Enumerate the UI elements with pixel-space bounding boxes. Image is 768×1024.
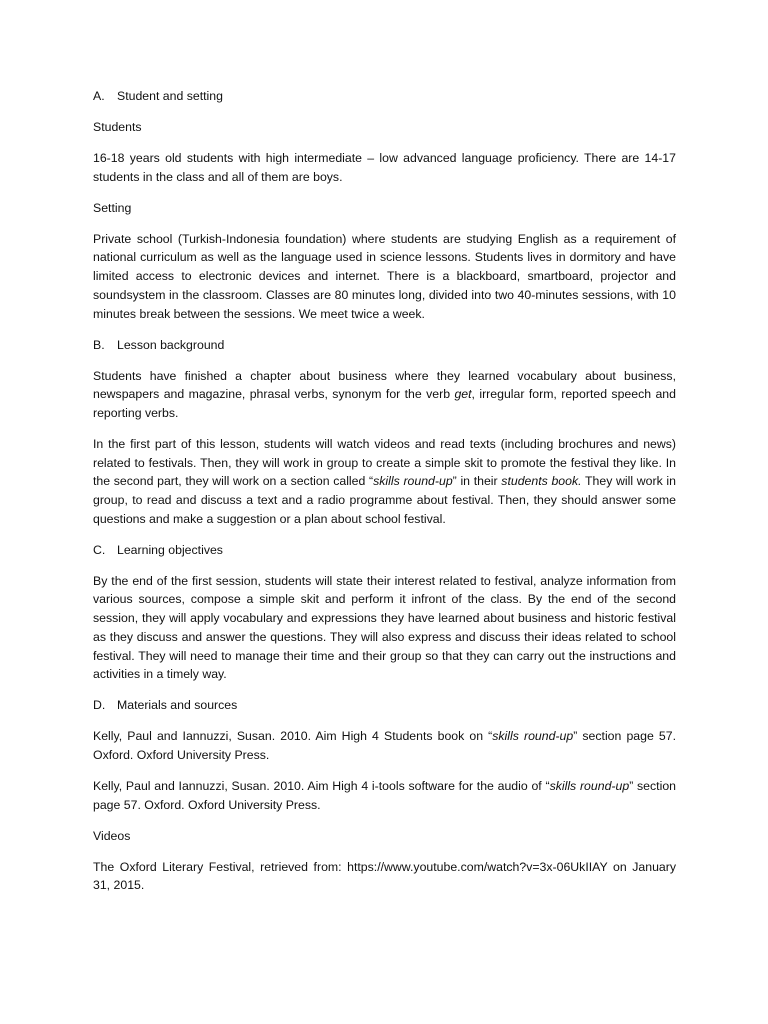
italic-text: students book. xyxy=(501,474,582,489)
reference-2 xyxy=(93,777,676,814)
document-body xyxy=(93,87,676,907)
italic-text: skills round-up xyxy=(373,474,453,489)
section-title: Learning objectives xyxy=(117,542,223,557)
background-paragraph-2 xyxy=(93,435,676,529)
videos-label: Videos xyxy=(93,828,131,843)
section-number: C. xyxy=(93,542,106,557)
text-run: They will work in group, to read and discuss a text and a radio programme about festival. Then, they should answer some questions and make a suggestion or a plan about school festival. xyxy=(93,474,676,526)
background-paragraph-1 xyxy=(93,367,676,423)
text-run: In the first part of this lesson, students will watch videos and read texts (including brochures and news) related to festivals. Then, they will work in group to create a simple skit to promote the festival they like. In the second part, they will work on a section called “ xyxy=(93,436,676,489)
italic-text: skills round-up xyxy=(492,729,574,744)
section-a-heading xyxy=(93,87,676,106)
students-paragraph: 16-18 years old students with high intermediate – low advanced language proficiency. There are 14-17 students in the class and all of them are boys. xyxy=(93,151,676,184)
section-title: Lesson background xyxy=(117,337,225,352)
text-run: Students have finished a chapter about business where they learned vocabulary about business, newspapers and magazine, phrasal verbs, synonym for the verb xyxy=(93,368,676,402)
section-number: B. xyxy=(93,337,105,352)
text-run: ” in their xyxy=(452,474,502,489)
objectives-paragraph: By the end of the first session, students will state their interest related to festival, analyze information from various sources, compose a simple skit and perform it infront of the class. By the end of the second session, they will apply vocabulary and expressions they have learned about business and historic festival as they discuss and answer the questions. They will also express and discuss their ideas related to school festival. They will need to manage their time and their group so that they can carry out the instructions and activities in a timely way. xyxy=(93,573,676,682)
students-label: Students xyxy=(93,120,142,134)
section-title: Student and setting xyxy=(117,89,223,103)
italic-text: get xyxy=(454,387,472,402)
video-reference-1: The Oxford Literary Festival, retrieved from: https://www.youtube.com/watch?v=3x-06UkIIAY on January 31, 2015. xyxy=(93,859,676,893)
section-d-heading xyxy=(93,696,676,715)
section-c-heading xyxy=(93,541,676,560)
text-run: Kelly, Paul and Iannuzzi, Susan. 2010. Aim High 4 i-tools software for the audio of “ xyxy=(93,778,550,793)
section-number: A. xyxy=(93,89,105,103)
text-run: , irregular form, reported speech and reporting verbs. xyxy=(93,387,676,420)
reference-1 xyxy=(93,727,676,764)
section-title: Materials and sources xyxy=(117,698,238,713)
italic-text: skills round-up xyxy=(549,778,630,793)
section-number: D. xyxy=(93,698,106,713)
text-run: ” section page 57. Oxford. Oxford University Press. xyxy=(93,729,676,762)
text-run: Kelly, Paul and Iannuzzi, Susan. 2010. Aim High 4 Students book on “ xyxy=(93,729,493,744)
section-b-heading xyxy=(93,336,676,355)
setting-paragraph: Private school (Turkish-Indonesia foundation) where students are studying English as a requirement of national curriculum as well as the language used in science lessons. Students lives in dormitory and have limited access to electronic devices and internet. There is a blackboard, smartboard, projector and soundsystem in the classroom. Classes are 80 minutes long, divided into two 40-minutes sessions, with 10 minutes break between the sessions. We meet twice a week. xyxy=(93,231,676,321)
setting-label: Setting xyxy=(93,200,132,215)
text-run: ” section page 57. Oxford. Oxford University Press. xyxy=(93,778,676,812)
